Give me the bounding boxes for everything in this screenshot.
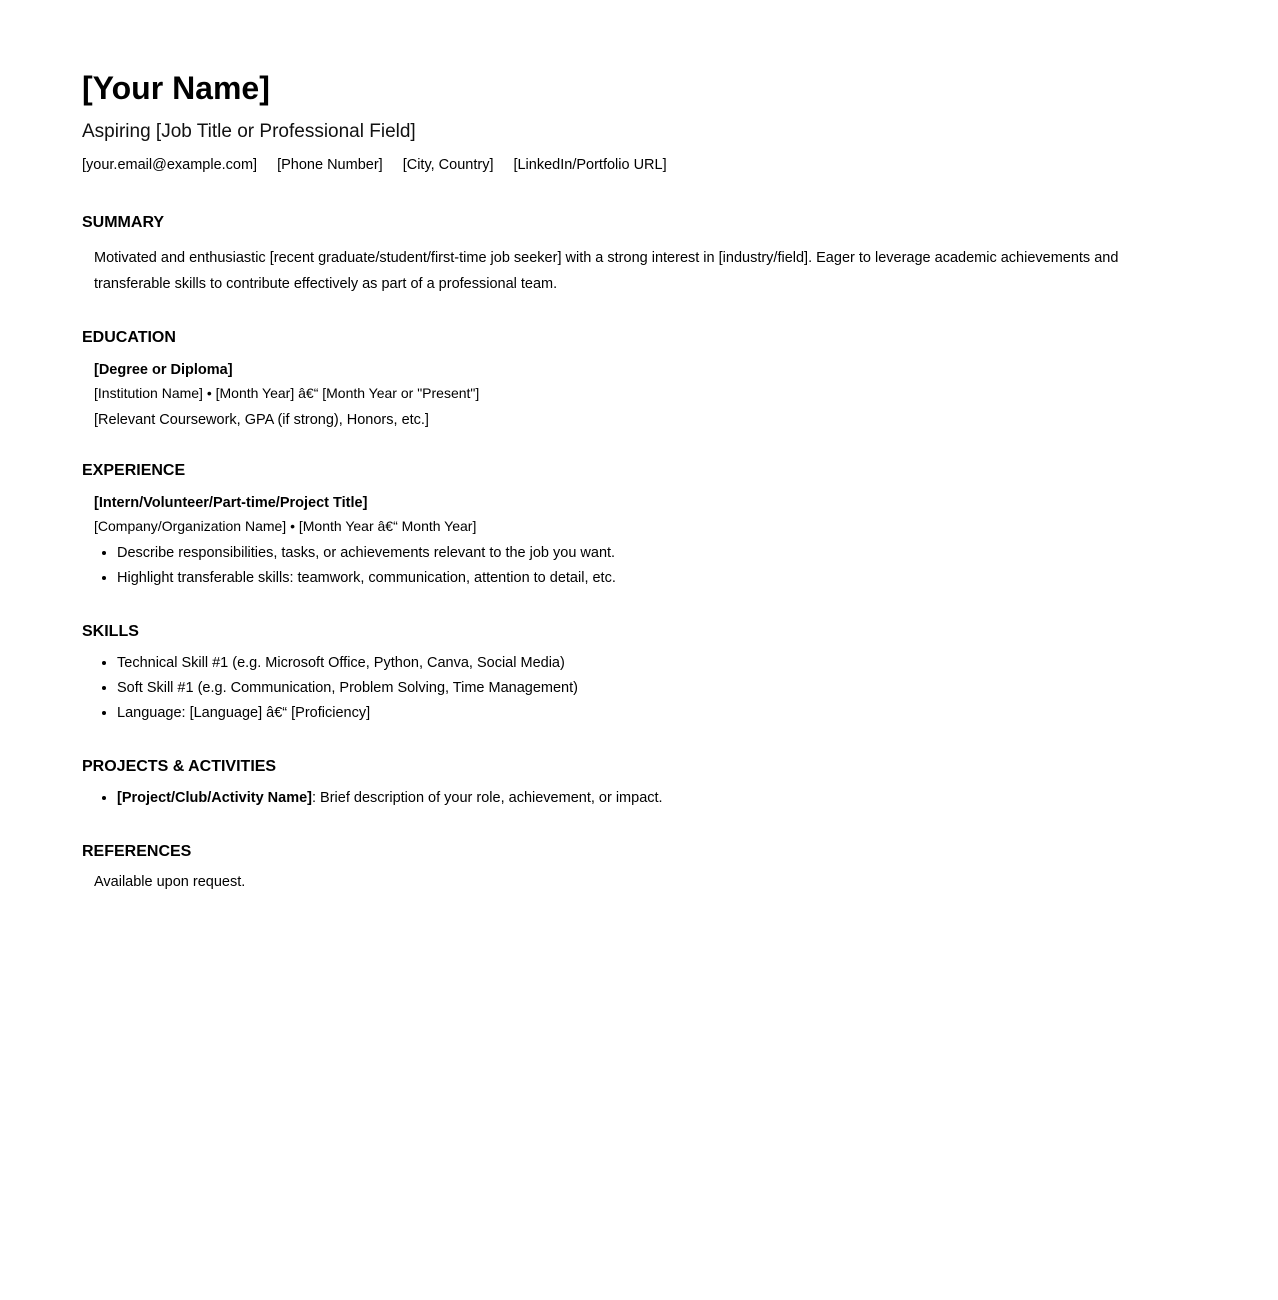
references-text: Available upon request. — [94, 874, 246, 890]
experience-bullets — [82, 541, 1142, 591]
experience-meta: [Company/Organization Name] • [Month Year â€“ Month Year] — [94, 518, 477, 534]
contact-email: [your.email@example.com] — [82, 157, 258, 173]
summary-text: Motivated and enthusiastic [recent graduate/student/first-time job seeker] with a strong interest in [industry/field]. Eager to leverage academic achievements and transferable skills to contribute effectively as part of a professional team. — [94, 250, 1119, 292]
section-heading: SKILLS — [82, 623, 139, 640]
contact-location: [City, Country] — [402, 157, 494, 173]
list-item: • Technical Skill #1 (e.g. Microsoft Office, Python, Canva, Social Media) — [117, 651, 1142, 676]
contact-phone: [Phone Number] — [277, 157, 383, 173]
references-section — [82, 841, 1142, 895]
project-name: [Project/Club/Activity Name] — [117, 790, 312, 806]
list-item: • Soft Skill #1 (e.g. Communication, Problem Solving, Time Management) — [117, 676, 1142, 701]
education-detail: [Relevant Coursework, GPA (if strong), Honors, etc.] — [94, 412, 429, 428]
resume-page — [82, 66, 1142, 895]
projects-list — [82, 786, 1142, 811]
institution-meta: [Institution Name] • [Month Year] â€“ [Month Year or "Present"] — [94, 385, 480, 401]
experience-title: [Intern/Volunteer/Part-time/Project Title] — [94, 495, 368, 511]
list-item — [117, 786, 1142, 811]
section-heading: EDUCATION — [82, 329, 176, 346]
section-heading: REFERENCES — [82, 843, 192, 860]
project-description: : Brief description of your role, achievement, or impact. — [312, 790, 663, 806]
skills-list — [82, 651, 1142, 726]
contact-url: [LinkedIn/Portfolio URL] — [513, 157, 667, 173]
projects-section — [82, 756, 1142, 811]
contact-line — [82, 155, 1142, 175]
education-section — [82, 327, 1142, 430]
degree-title: [Degree or Diploma] — [94, 362, 233, 378]
list-item: • Language: [Language] â€“ [Proficiency] — [117, 701, 1142, 726]
experience-section — [82, 460, 1142, 591]
section-heading: PROJECTS & ACTIVITIES — [82, 758, 277, 775]
list-item: • Highlight transferable skills: teamwork, communication, attention to detail, etc. — [117, 566, 1142, 591]
section-heading: EXPERIENCE — [82, 462, 186, 479]
list-item: • Describe responsibilities, tasks, or achievements relevant to the job you want. — [117, 541, 1142, 566]
summary-section — [82, 212, 1142, 297]
name-heading: [Your Name] — [82, 70, 270, 106]
skills-section — [82, 621, 1142, 726]
job-subtitle: Aspiring [Job Title or Professional Field] — [82, 121, 416, 142]
section-heading: SUMMARY — [82, 214, 165, 231]
